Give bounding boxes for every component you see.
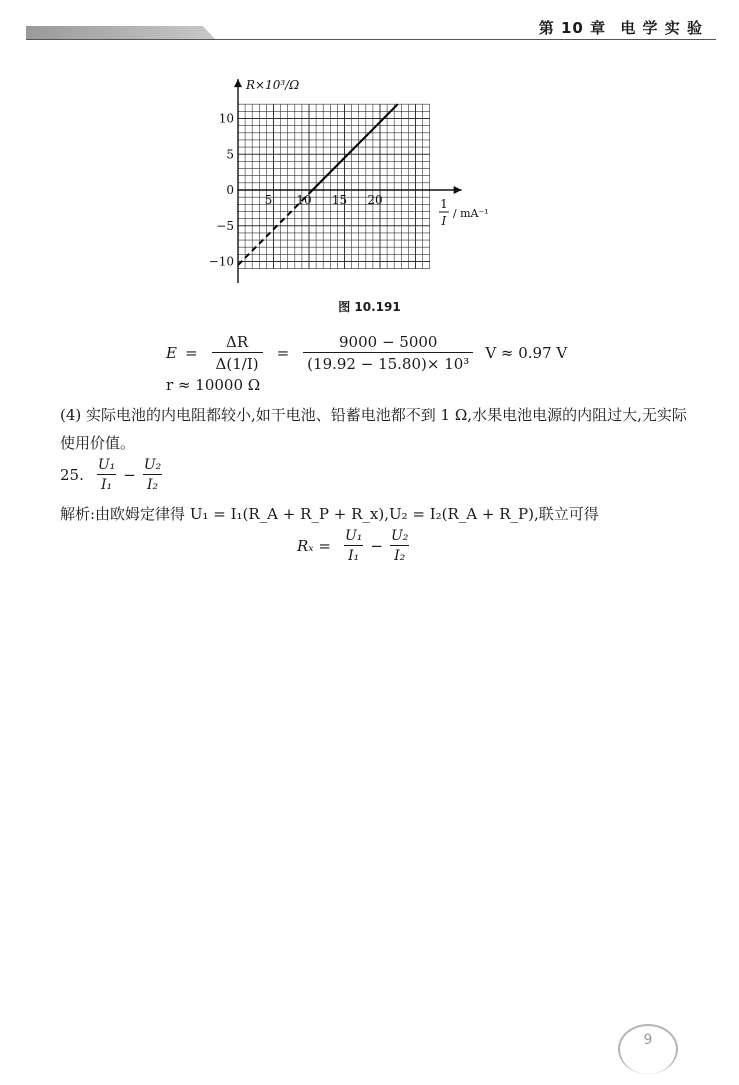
x-axis-label-denominator: I (441, 214, 447, 228)
page-number-badge: 9 (618, 1024, 678, 1074)
answer-25-u1: U₁ (97, 457, 116, 473)
paragraph-4: (4) 实际电池的内电阻都较小,如干电池、铅蓄电池都不到 1 Ω,水果电池电源的内阻过大,无实际使用价值。 (60, 406, 687, 452)
chapter-number: 第 10 章 (538, 19, 607, 37)
answer-25 (60, 457, 169, 493)
analysis-text: 解析:由欧姆定律得 U₁ = I₁(R_A + R_P + R_x),U₂ = I₂(R_A + R_P),联立可得 (60, 505, 599, 523)
eq-e-result: V ≈ 0.97 V (485, 344, 568, 362)
y-axis-arrow (234, 79, 242, 87)
eq-e-fraction-2 (303, 333, 473, 373)
eq-e-frac1-num: ΔR (225, 333, 249, 351)
eq-rx-u2: U₂ (390, 528, 409, 544)
eq-e-frac1-den: Δ(1/I) (212, 352, 263, 373)
eq-e-frac2-den: (19.92 − 15.80)× 10³ (303, 352, 473, 373)
eq-rx-minus: − (370, 537, 383, 555)
chapter-title: 电 学 实 验 (620, 19, 703, 37)
x-axis-label-numerator: 1 (440, 197, 448, 211)
y-tick-label: 0 (226, 183, 234, 197)
eq-rx-u1: U₁ (344, 528, 363, 544)
x-tick-label: 5 (264, 193, 273, 207)
x-axis-label-unit: / mA⁻¹ (452, 207, 489, 220)
answer-25-frac-1 (94, 457, 119, 493)
x-tick-label: 20 (367, 193, 383, 207)
y-tick-label: −10 (208, 254, 234, 269)
eq-rx-i2: I₂ (390, 545, 409, 564)
resistance-graph (200, 66, 500, 291)
answer-25-u2: U₂ (143, 457, 162, 473)
x-axis-arrow (454, 186, 462, 194)
eq-rx-frac-1 (341, 528, 366, 564)
chapter-header (531, 17, 703, 38)
y-tick-label: 10 (218, 111, 234, 126)
answer-25-i1: I₁ (97, 474, 116, 493)
x-tick-label: 10 (296, 193, 312, 207)
x-tick-label: 15 (331, 193, 348, 207)
y-tick-label: −5 (216, 218, 234, 233)
eq-e-lhs: E (166, 344, 177, 362)
eq-rx-i1: I₁ (344, 545, 363, 564)
eq-e-equals-2: = (276, 344, 290, 362)
graph-axes (234, 79, 462, 283)
eq-e-equals-1: = (184, 344, 198, 362)
y-axis-label: R×10³/Ω (246, 78, 300, 93)
equation-internal-resistance: r ≈ 10000 Ω (166, 376, 261, 394)
graph-lines (238, 104, 398, 265)
figure-caption: 图 10.191 (338, 300, 401, 314)
eq-e-frac2-num: 9000 − 5000 (339, 333, 438, 351)
answer-25-frac-2 (140, 457, 165, 493)
equation-rx (297, 528, 416, 564)
eq-rx-frac-2 (387, 528, 412, 564)
eq-rx-lhs: Rₓ = (297, 537, 331, 555)
equation-emf (166, 333, 567, 373)
header-rule (26, 39, 716, 40)
answer-25-i2: I₂ (143, 474, 162, 493)
eq-e-fraction-1 (212, 333, 263, 373)
answer-25-minus: − (123, 466, 136, 484)
header-decoration (26, 26, 216, 40)
y-tick-label: 5 (226, 147, 234, 162)
answer-25-number: 25. (60, 466, 84, 484)
graph-grid (238, 104, 430, 268)
